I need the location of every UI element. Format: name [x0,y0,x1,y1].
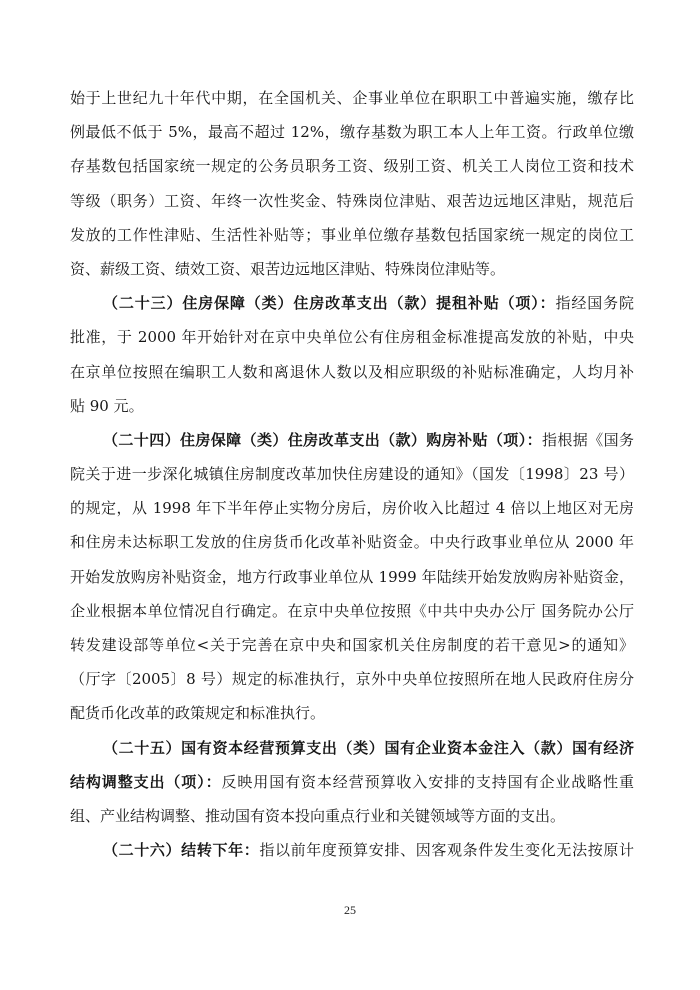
paragraph-23-rent-subsidy [70,286,634,423]
section-heading: （二十四）住房保障（类）住房改革支出（款）购房补贴（项）： [103,430,542,449]
body-text [70,81,634,867]
text-line [70,833,634,867]
paragraph-24-purchase-subsidy [70,423,634,731]
paragraph-housing-fund-continued [70,81,634,286]
text-line: （厅字〔2005〕8 号）规定的标准执行，京外中央单位按照所在地人民政府住房分 [70,670,634,689]
paragraph-25-state-capital [70,731,634,834]
line-text: 反映用国有资本经营预算收入安排的支持国有企业战略性重 [221,772,634,791]
line-text: 指以前年度预算安排、因客观条件发生变化无法按原计 [259,841,634,860]
section-heading: （二十三）住房保障（类）住房改革支出（款）提租补贴（项）： [103,294,556,313]
line-text: 指根据《国务 [542,430,634,449]
text-line [70,765,634,799]
text-line: 企业根据本单位情况自行确定。在京中央单位按照《中共中央办公厅 国务院办公厅 [70,601,634,620]
text-line: 贴 90 元。 [70,396,144,415]
text-line [70,286,634,320]
page-number: 25 [344,903,356,917]
text-line: 和住房未达标职工发放的住房货币化改革补贴资金。中央行政事业单位从 2000 年 [70,533,634,552]
text-line: 等级（职务）工资、年终一次性奖金、特殊岗位津贴、艰苦边远地区津贴，规范后 [70,191,634,210]
text-line: 例最低不低于 5%，最高不超过 12%，缴存基数为职工本人上年工资。行政单位缴 [70,123,634,142]
paragraph-26-carryover [70,833,634,867]
text-line: 的规定，从 1998 年下半年停止实物分房后，房价收入比超过 4 倍以上地区对无房 [70,499,634,518]
text-line: 始于上世纪九十年代中期，在全国机关、企事业单位在职职工中普遍实施，缴存比 [70,89,634,107]
text-line: 转发建设部等单位<关于完善在京中央和国家机关住房制度的若干意见>的通知》 [70,636,634,654]
text-line: 发放的工作性津贴、生活性补贴等；事业单位缴存基数包括国家统一规定的岗位工 [70,225,634,244]
text-line [70,423,634,457]
text-line: 资、薪级工资、绩效工资、艰苦边远地区津贴、特殊岗位津贴等。 [70,259,506,278]
text-line: 存基数包括国家统一规定的公务员职务工资、级别工资、机关工人岗位工资和技术 [70,157,634,176]
section-heading: （二十六）结转下年： [103,841,260,860]
section-heading: （二十五）国有资本经营预算支出（类）国有企业资本金注入（款）国有经济 [103,738,634,757]
section-heading: 结构调整支出（项）： [70,772,222,791]
text-line: 在京单位按照在编职工人数和离退休人数以及相应职级的补贴标准确定，人均月补 [70,362,634,381]
line-text: 指经国务院 [555,294,634,313]
text-line: 组、产业结构调整、推动国有资本投向重点行业和关键领域等方面的支出。 [70,806,566,825]
text-line: 开始发放购房补贴资金，地方行政事业单位从 1999 年陆续开始发放购房补贴资金， [70,567,634,586]
text-line: 院关于进一步深化城镇住房制度改革加快住房建设的通知》（国发〔1998〕23 号） [70,465,634,484]
text-line: 配货币化改革的政策规定和标准执行。 [70,704,326,723]
text-line: 批准，于 2000 年开始针对在京中央单位公有住房租金标准提高发放的补贴，中央 [70,328,634,347]
text-line [70,731,634,765]
